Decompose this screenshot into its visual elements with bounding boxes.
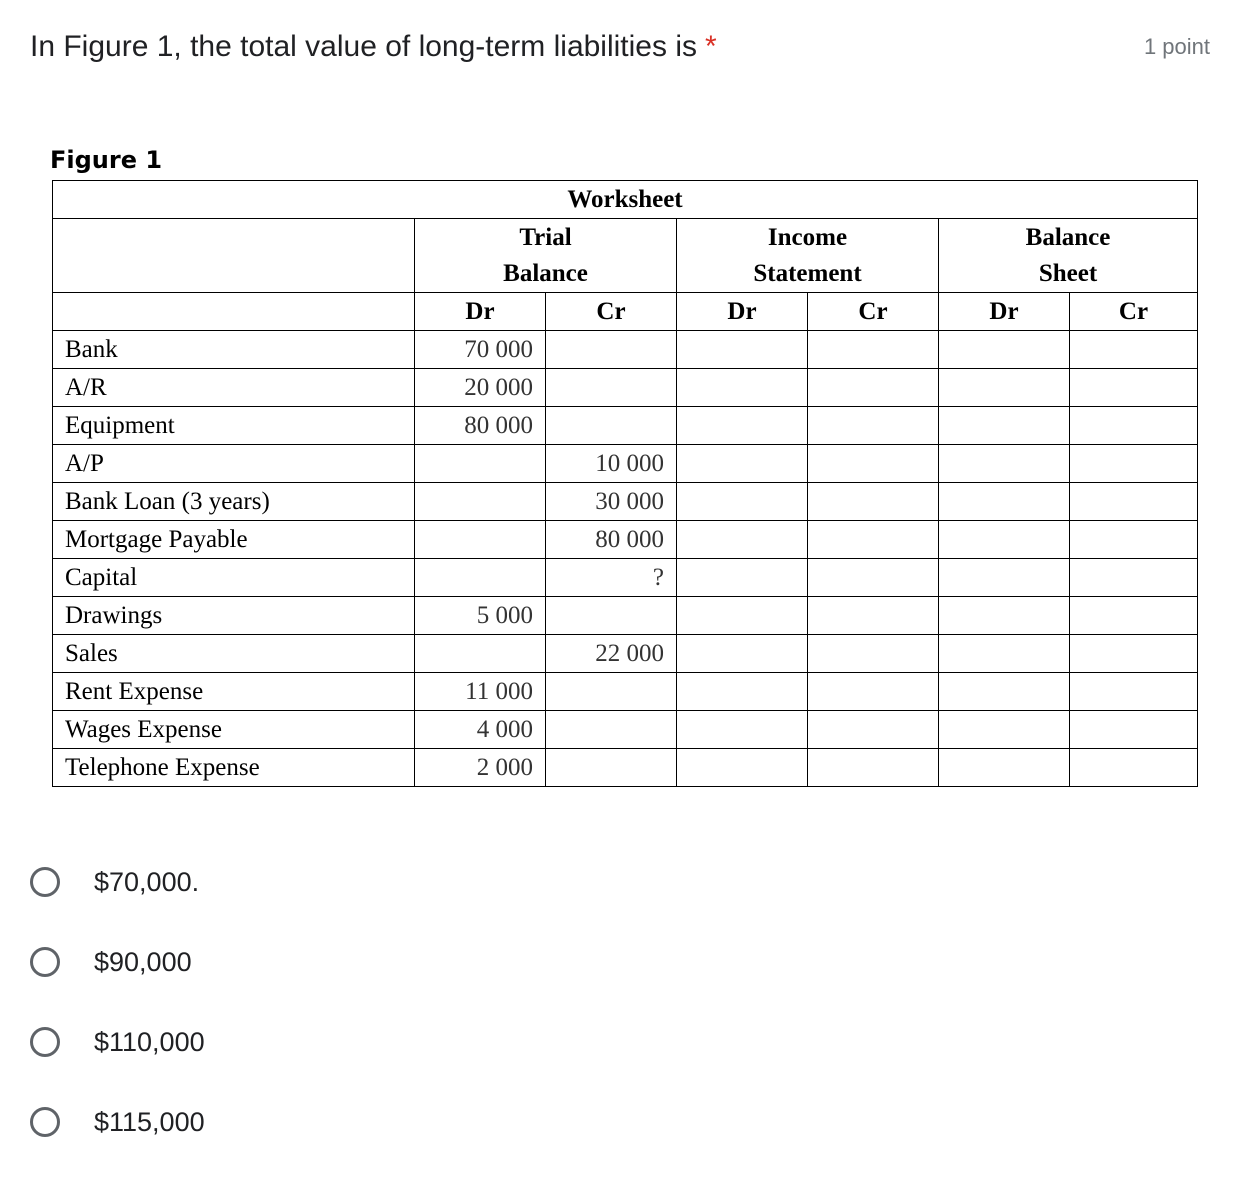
bs-dr-cell <box>939 749 1070 787</box>
bs-dr-cell <box>939 331 1070 369</box>
bs-cr-header: Cr <box>1070 293 1198 331</box>
bs-dr-cell <box>939 635 1070 673</box>
table-row <box>53 331 1198 369</box>
table-row <box>53 369 1198 407</box>
account-cell: Bank Loan (3 years) <box>53 483 415 521</box>
required-asterisk: * <box>705 30 717 63</box>
bs-dr-cell <box>939 369 1070 407</box>
bs-cr-cell <box>1070 559 1198 597</box>
is-cr-cell <box>808 597 939 635</box>
account-cell: A/P <box>53 445 415 483</box>
radio-icon[interactable] <box>30 1107 60 1137</box>
is-cr-cell <box>808 635 939 673</box>
bs-dr-header: Dr <box>939 293 1070 331</box>
tb-dr-cell: 2 000 <box>415 749 546 787</box>
tb-dr-cell: 5 000 <box>415 597 546 635</box>
table-row <box>53 483 1198 521</box>
tb-cr-cell: 30 000 <box>546 483 677 521</box>
account-cell: Telephone Expense <box>53 749 415 787</box>
radio-icon[interactable] <box>30 867 60 897</box>
tb-cr-cell <box>546 711 677 749</box>
account-cell: Bank <box>53 331 415 369</box>
is-dr-cell <box>677 635 808 673</box>
is-cr-cell <box>808 673 939 711</box>
figure-label: Figure 1 <box>50 146 163 174</box>
worksheet-table <box>52 180 1198 787</box>
table-row <box>53 445 1198 483</box>
account-cell: Mortgage Payable <box>53 521 415 559</box>
question-header <box>30 28 1210 68</box>
bs-cr-cell <box>1070 445 1198 483</box>
tb-cr-cell: 22 000 <box>546 635 677 673</box>
bs-cr-cell <box>1070 331 1198 369</box>
table-row <box>53 749 1198 787</box>
is-cr-cell <box>808 483 939 521</box>
question-points: 1 point <box>1143 34 1210 59</box>
account-cell: Capital <box>53 559 415 597</box>
account-subheader-cell <box>53 293 415 331</box>
tb-cr-cell <box>546 673 677 711</box>
account-cell: Equipment <box>53 407 415 445</box>
tb-cr-cell: 80 000 <box>546 521 677 559</box>
table-row <box>53 407 1198 445</box>
tb-cr-cell <box>546 407 677 445</box>
tb-cr-cell <box>546 369 677 407</box>
bs-dr-cell <box>939 673 1070 711</box>
is-cr-cell <box>808 521 939 559</box>
bs-cr-cell <box>1070 635 1198 673</box>
bs-cr-cell <box>1070 521 1198 559</box>
tb-dr-cell <box>415 483 546 521</box>
is-dr-header: Dr <box>677 293 808 331</box>
bs-dr-cell <box>939 597 1070 635</box>
tb-cr-cell <box>546 597 677 635</box>
is-cr-cell <box>808 407 939 445</box>
is-cr-cell <box>808 369 939 407</box>
is-dr-cell <box>677 749 808 787</box>
tb-cr-header: Cr <box>546 293 677 331</box>
table-row <box>53 711 1198 749</box>
is-dr-cell <box>677 673 808 711</box>
worksheet-title: Worksheet <box>53 181 1198 219</box>
account-header-cell <box>53 219 415 293</box>
is-cr-cell <box>808 749 939 787</box>
bs-cr-cell <box>1070 369 1198 407</box>
is-cr-cell <box>808 711 939 749</box>
bs-cr-cell <box>1070 749 1198 787</box>
bs-dr-cell <box>939 521 1070 559</box>
tb-dr-cell <box>415 521 546 559</box>
bs-dr-cell <box>939 445 1070 483</box>
bs-dr-cell <box>939 483 1070 521</box>
tb-cr-cell <box>546 749 677 787</box>
bs-cr-cell <box>1070 673 1198 711</box>
tb-dr-cell: 11 000 <box>415 673 546 711</box>
radio-icon[interactable] <box>30 947 60 977</box>
account-cell: Wages Expense <box>53 711 415 749</box>
bs-dr-cell <box>939 407 1070 445</box>
tb-dr-cell: 70 000 <box>415 331 546 369</box>
is-dr-cell <box>677 331 808 369</box>
table-row <box>53 559 1198 597</box>
tb-dr-cell <box>415 635 546 673</box>
is-cr-cell <box>808 445 939 483</box>
tb-dr-cell: 4 000 <box>415 711 546 749</box>
question-text: In Figure 1, the total value of long-term liabilities is <box>30 30 697 63</box>
trial-balance-header: Trial Balance <box>415 219 677 293</box>
is-dr-cell <box>677 711 808 749</box>
bs-cr-cell <box>1070 711 1198 749</box>
bs-dr-cell <box>939 559 1070 597</box>
bs-dr-cell <box>939 711 1070 749</box>
table-row <box>53 635 1198 673</box>
is-cr-header: Cr <box>808 293 939 331</box>
is-dr-cell <box>677 483 808 521</box>
is-dr-cell <box>677 559 808 597</box>
is-cr-cell <box>808 559 939 597</box>
is-dr-cell <box>677 407 808 445</box>
tb-dr-cell: 20 000 <box>415 369 546 407</box>
radio-icon[interactable] <box>30 1027 60 1057</box>
tb-cr-cell <box>546 331 677 369</box>
income-statement-header: Income Statement <box>677 219 939 293</box>
question-title <box>30 28 717 66</box>
tb-cr-cell: 10 000 <box>546 445 677 483</box>
tb-dr-header: Dr <box>415 293 546 331</box>
worksheet-body <box>53 331 1198 787</box>
bs-cr-cell <box>1070 407 1198 445</box>
bs-cr-cell <box>1070 597 1198 635</box>
account-cell: Drawings <box>53 597 415 635</box>
table-row <box>53 521 1198 559</box>
is-cr-cell <box>808 331 939 369</box>
table-row <box>53 597 1198 635</box>
balance-sheet-header: Balance Sheet <box>939 219 1198 293</box>
tb-dr-cell: 80 000 <box>415 407 546 445</box>
tb-dr-cell <box>415 445 546 483</box>
tb-dr-cell <box>415 559 546 597</box>
is-dr-cell <box>677 445 808 483</box>
is-dr-cell <box>677 369 808 407</box>
account-cell: Sales <box>53 635 415 673</box>
is-dr-cell <box>677 597 808 635</box>
tb-cr-cell: ? <box>546 559 677 597</box>
account-cell: Rent Expense <box>53 673 415 711</box>
account-cell: A/R <box>53 369 415 407</box>
is-dr-cell <box>677 521 808 559</box>
bs-cr-cell <box>1070 483 1198 521</box>
table-row <box>53 673 1198 711</box>
